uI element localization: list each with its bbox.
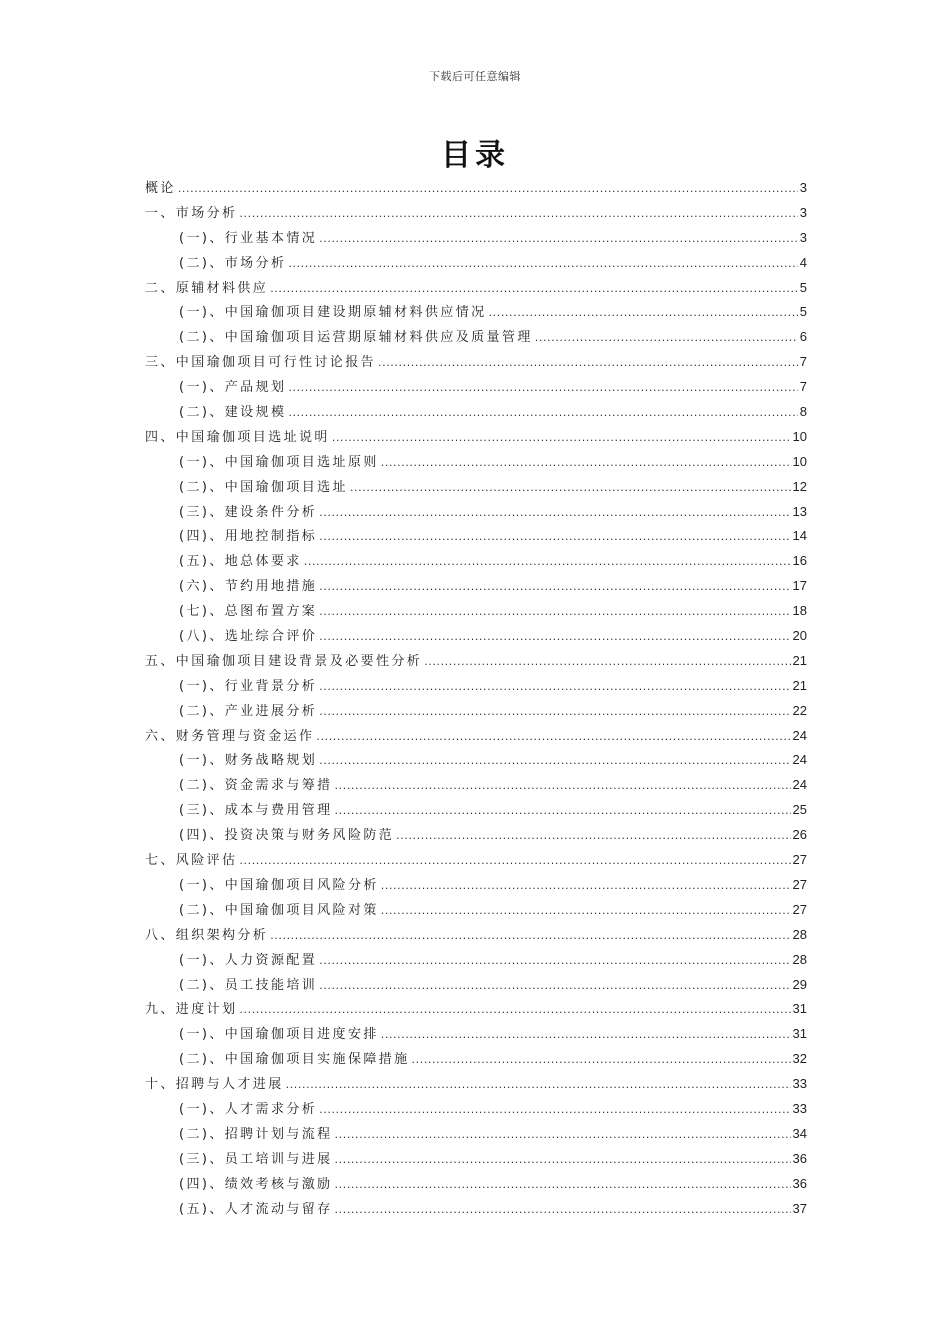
- dot-leader: [319, 227, 798, 252]
- toc-entry-label: 十、招聘与人才进展: [145, 1077, 284, 1093]
- toc-entry[interactable]: [145, 724, 807, 749]
- toc-entry-label: 四、中国瑜伽项目选址说明: [145, 429, 330, 445]
- toc-entry[interactable]: [145, 400, 807, 425]
- toc-entry-page-number: 18: [792, 603, 807, 619]
- toc-entry-page-number: 5: [799, 304, 807, 320]
- toc-entry-label: (一)、财务战略规划: [179, 753, 318, 769]
- toc-entry[interactable]: [145, 649, 807, 674]
- toc-entry[interactable]: [145, 425, 807, 450]
- dot-leader: [316, 725, 790, 750]
- toc-entry-label: (三)、员工培训与进展: [179, 1151, 333, 1167]
- toc-entry[interactable]: [145, 450, 807, 475]
- toc-entry[interactable]: [145, 748, 807, 773]
- toc-entry-page-number: 33: [792, 1076, 807, 1092]
- toc-entry-page-number: 20: [792, 628, 807, 644]
- toc-entry-label: (二)、资金需求与筹措: [179, 778, 333, 794]
- toc-entry-page-number: 3: [799, 229, 807, 245]
- toc-entry-label: (八)、选址综合评价: [179, 629, 318, 645]
- toc-entry-page-number: 24: [792, 777, 807, 793]
- toc-entry-page-number: 29: [792, 976, 807, 992]
- toc-entry[interactable]: [145, 873, 807, 898]
- toc-entry-page-number: 3: [799, 180, 807, 195]
- toc-entry-page-number: 37: [792, 1200, 807, 1216]
- dot-leader: [239, 998, 790, 1023]
- toc-entry-label: (四)、绩效考核与激励: [179, 1176, 333, 1192]
- toc-entry[interactable]: [145, 574, 807, 599]
- toc-entry-label: (二)、员工技能培训: [179, 977, 318, 993]
- dot-leader: [288, 376, 797, 401]
- toc-entry-page-number: 31: [792, 1001, 807, 1017]
- toc-entry[interactable]: [145, 1197, 807, 1222]
- toc-entry-page-number: 4: [799, 254, 807, 270]
- toc-entry[interactable]: [145, 1122, 807, 1147]
- dot-leader: [178, 177, 798, 202]
- toc-entry-label: (一)、人力资源配置: [179, 952, 318, 968]
- dot-leader: [335, 774, 791, 799]
- dot-leader: [286, 1073, 791, 1098]
- toc-entry-label: (五)、地总体要求: [179, 554, 302, 570]
- toc-entry[interactable]: [145, 997, 807, 1022]
- dot-leader: [288, 401, 797, 426]
- dot-leader: [335, 1173, 791, 1198]
- toc-entry-page-number: 12: [792, 478, 807, 494]
- dot-leader: [319, 675, 790, 700]
- toc-list: [145, 176, 807, 1221]
- toc-entry[interactable]: [145, 375, 807, 400]
- toc-entry-label: (二)、建设规模: [179, 405, 287, 421]
- toc-entry-label: (一)、中国瑜伽项目进度安排: [179, 1027, 379, 1043]
- toc-entry-page-number: 28: [792, 926, 807, 942]
- toc-entry-label: (二)、市场分析: [179, 255, 287, 271]
- toc-entry-label: (一)、中国瑜伽项目建设期原辅材料供应情况: [179, 305, 487, 321]
- toc-entry[interactable]: [145, 898, 807, 923]
- toc-title: 目录: [441, 138, 509, 173]
- dot-leader: [239, 202, 797, 227]
- toc-entry-label: (二)、中国瑜伽项目运营期原辅材料供应及质量管理: [179, 330, 533, 346]
- toc-entry-label: (一)、行业基本情况: [179, 230, 318, 246]
- toc-entry-page-number: 22: [792, 702, 807, 718]
- dot-leader: [332, 426, 791, 451]
- toc-entry-label: 六、财务管理与资金运作: [145, 728, 315, 744]
- toc-entry-label: (一)、行业背景分析: [179, 678, 318, 694]
- toc-entry-label: (二)、中国瑜伽项目风险对策: [179, 902, 379, 918]
- toc-entry[interactable]: [145, 973, 807, 998]
- toc-entry[interactable]: [145, 549, 807, 574]
- toc-entry-label: 三、中国瑜伽项目可行性讨论报告: [145, 355, 377, 371]
- toc-entry[interactable]: [145, 176, 807, 201]
- toc-entry-label: 二、原辅材料供应: [145, 280, 269, 296]
- toc-entry[interactable]: [145, 1022, 807, 1047]
- dot-leader: [319, 974, 790, 999]
- toc-entry-label: (七)、总图布置方案: [179, 604, 318, 620]
- toc-entry[interactable]: [145, 300, 807, 325]
- toc-entry-page-number: 31: [792, 1026, 807, 1042]
- toc-entry-label: (二)、中国瑜伽项目实施保障措施: [179, 1052, 410, 1068]
- toc-entry[interactable]: [145, 475, 807, 500]
- toc-entry-page-number: 8: [799, 404, 807, 420]
- toc-entry-page-number: 27: [792, 852, 807, 868]
- toc-entry[interactable]: [145, 948, 807, 973]
- toc-entry[interactable]: [145, 823, 807, 848]
- dot-leader: [319, 600, 790, 625]
- dot-leader: [335, 1148, 791, 1173]
- toc-entry-page-number: 24: [792, 727, 807, 743]
- dot-leader: [270, 924, 790, 949]
- toc-entry[interactable]: [145, 325, 807, 350]
- toc-entry-label: (六)、节约用地措施: [179, 579, 318, 595]
- dot-leader: [535, 326, 798, 351]
- toc-entry[interactable]: [145, 500, 807, 525]
- toc-entry[interactable]: [145, 1072, 807, 1097]
- dot-leader: [270, 277, 798, 302]
- toc-entry-page-number: 34: [792, 1125, 807, 1141]
- dot-leader: [424, 650, 790, 675]
- dot-leader: [335, 799, 791, 824]
- toc-entry-page-number: 36: [792, 1175, 807, 1191]
- toc-entry[interactable]: [145, 276, 807, 301]
- toc-entry-page-number: 7: [799, 379, 807, 395]
- dot-leader: [350, 476, 791, 501]
- dot-leader: [319, 625, 790, 650]
- toc-entry-label: (三)、成本与费用管理: [179, 803, 333, 819]
- toc-entry[interactable]: [145, 524, 807, 549]
- toc-entry[interactable]: [145, 1047, 807, 1072]
- toc-entry-page-number: 26: [792, 827, 807, 843]
- dot-leader: [239, 849, 790, 874]
- toc-entry-page-number: 7: [799, 354, 807, 370]
- dot-leader: [319, 749, 790, 774]
- toc-entry-page-number: 36: [792, 1150, 807, 1166]
- toc-entry-page-number: 25: [792, 802, 807, 818]
- toc-entry-label: (四)、投资决策与财务风险防范: [179, 828, 395, 844]
- toc-entry-label: (二)、招聘计划与流程: [179, 1126, 333, 1142]
- toc-entry[interactable]: [145, 624, 807, 649]
- toc-entry-page-number: 21: [792, 652, 807, 668]
- dot-leader: [319, 949, 790, 974]
- toc-entry-page-number: 21: [792, 677, 807, 693]
- toc-entry[interactable]: [145, 251, 807, 276]
- dot-leader: [319, 525, 790, 550]
- toc-entry-page-number: 28: [792, 951, 807, 967]
- toc-entry[interactable]: [145, 1172, 807, 1197]
- dot-leader: [335, 1198, 791, 1223]
- dot-leader: [319, 575, 790, 600]
- toc-entry[interactable]: [145, 674, 807, 699]
- toc-entry-page-number: 16: [792, 553, 807, 569]
- toc-entry-page-number: 33: [792, 1100, 807, 1116]
- toc-entry-page-number: 32: [792, 1051, 807, 1067]
- toc-entry-label: 概论: [145, 181, 176, 196]
- toc-entry-page-number: 27: [792, 901, 807, 917]
- toc-entry[interactable]: [145, 201, 807, 226]
- toc-entry-page-number: 14: [792, 528, 807, 544]
- dot-leader: [381, 874, 791, 899]
- toc-entry[interactable]: [145, 1147, 807, 1172]
- dot-leader: [304, 550, 791, 575]
- dot-leader: [489, 301, 798, 326]
- dot-leader: [319, 501, 790, 526]
- dot-leader: [381, 1023, 791, 1048]
- toc-entry-label: (一)、中国瑜伽项目选址原则: [179, 454, 379, 470]
- toc-entry-label: 五、中国瑜伽项目建设背景及必要性分析: [145, 653, 423, 669]
- toc-entry-page-number: 13: [792, 503, 807, 519]
- toc-entry[interactable]: [145, 226, 807, 251]
- toc-entry-label: (三)、建设条件分析: [179, 504, 318, 520]
- toc-entry-page-number: 5: [799, 279, 807, 295]
- toc-entry-page-number: 27: [792, 876, 807, 892]
- toc-entry[interactable]: [145, 798, 807, 823]
- toc-entry-page-number: 17: [792, 578, 807, 594]
- toc-entry-page-number: 10: [792, 453, 807, 469]
- toc-entry-page-number: 6: [799, 329, 807, 345]
- dot-leader: [335, 1123, 791, 1148]
- toc-entry-label: (一)、中国瑜伽项目风险分析: [179, 877, 379, 893]
- download-note: 下载后可任意编辑: [429, 70, 521, 83]
- dot-leader: [319, 1098, 790, 1123]
- toc-entry-page-number: 3: [799, 204, 807, 220]
- toc-entry-label: 七、风险评估: [145, 853, 238, 869]
- dot-leader: [319, 700, 790, 725]
- toc-entry[interactable]: [145, 1097, 807, 1122]
- toc-entry-label: 一、市场分析: [145, 205, 238, 221]
- toc-entry-label: 九、进度计划: [145, 1002, 238, 1018]
- toc-entry-label: (五)、人才流动与留存: [179, 1201, 333, 1217]
- toc-entry-label: (二)、产业进展分析: [179, 703, 318, 719]
- toc-entry-page-number: 10: [792, 428, 807, 444]
- toc-entry[interactable]: [145, 599, 807, 624]
- toc-entry[interactable]: [145, 699, 807, 724]
- dot-leader: [412, 1048, 791, 1073]
- dot-leader: [396, 824, 790, 849]
- toc-entry[interactable]: [145, 350, 807, 375]
- toc-entry-label: (一)、人才需求分析: [179, 1101, 318, 1117]
- dot-leader: [381, 899, 791, 924]
- toc-entry[interactable]: [145, 923, 807, 948]
- toc-entry-page-number: 24: [792, 752, 807, 768]
- toc-entry-label: (二)、中国瑜伽项目选址: [179, 479, 348, 495]
- dot-leader: [381, 451, 791, 476]
- toc-entry-label: (一)、产品规划: [179, 380, 287, 396]
- toc-entry-label: 八、组织架构分析: [145, 927, 269, 943]
- dot-leader: [288, 252, 797, 277]
- dot-leader: [378, 351, 798, 376]
- toc-entry-label: (四)、用地控制指标: [179, 529, 318, 545]
- toc-entry[interactable]: [145, 773, 807, 798]
- toc-entry[interactable]: [145, 848, 807, 873]
